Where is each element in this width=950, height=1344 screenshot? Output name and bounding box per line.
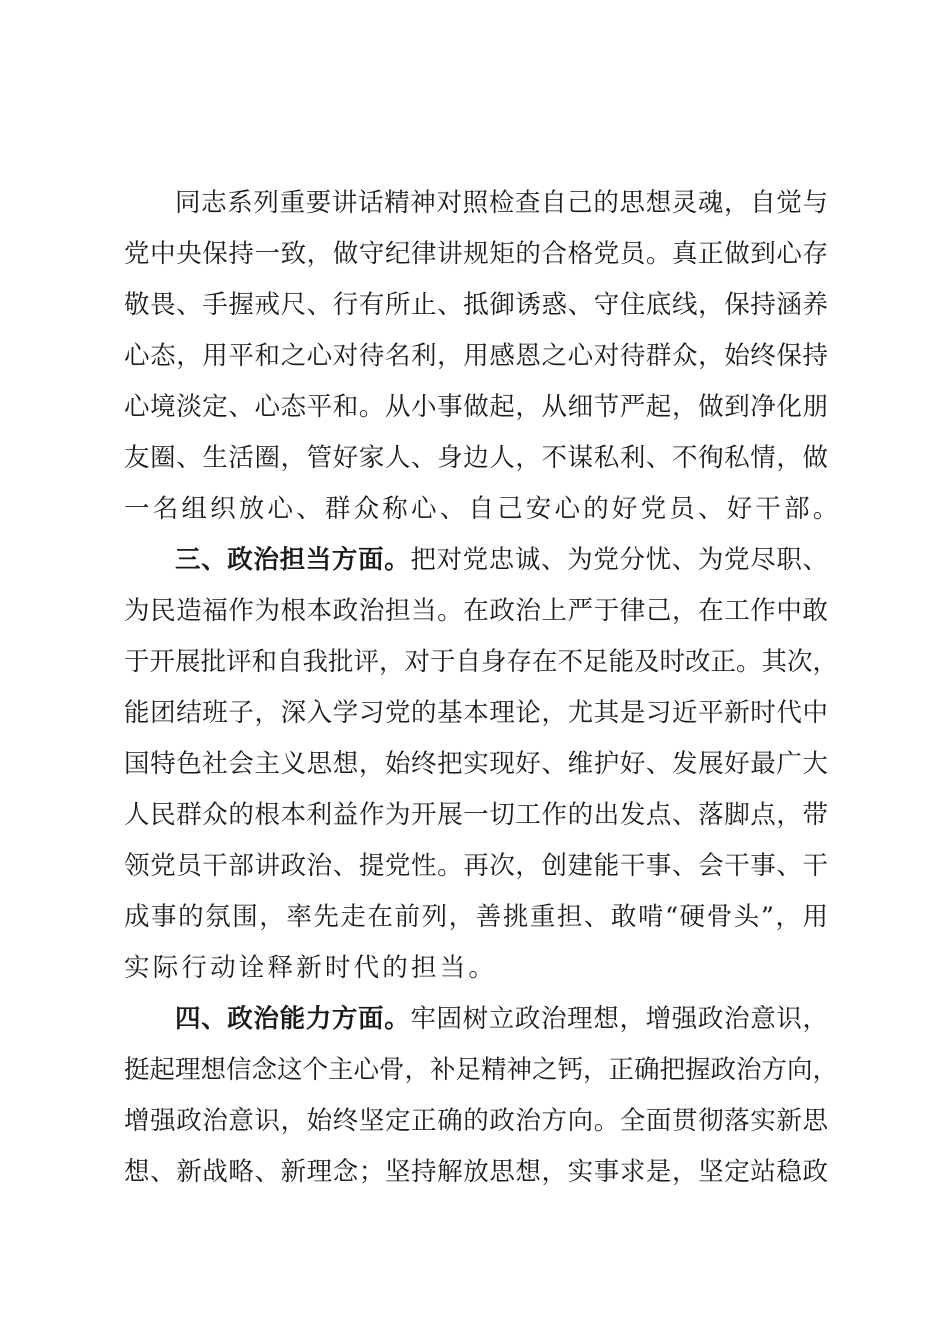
paragraph-1-line-7: 一名组织放心、群众称心、自己安心的好党员、好干部。 <box>124 494 842 524</box>
paragraph-2-line-6: 人民群众的根本利益作为开展一切工作的出发点、落脚点，带 <box>124 800 828 830</box>
paragraph-3-line-1-text: 牢固树立政治理想，增强政治意识， <box>410 1004 828 1034</box>
paragraph-3-line-4: 想、新战略、新理念；坚持解放思想，实事求是，坚定站稳政 <box>124 1157 828 1187</box>
section-heading-political-ability: 四、政治能力方面。 <box>175 1004 411 1034</box>
paragraph-2-line-1-text: 把对党忠诚、为党分忧、为党尽职、 <box>410 545 828 575</box>
paragraph-2-line-2: 为民造福作为根本政治担当。在政治上严于律己，在工作中敢 <box>124 596 828 626</box>
paragraph-3-line-1 <box>175 999 828 1039</box>
paragraph-2-line-5: 国特色社会主义思想，始终把实现好、维护好、发展好最广大 <box>124 749 828 779</box>
paragraph-2-line-9: 实际行动诠释新时代的担当。 <box>124 953 498 983</box>
paragraph-2-line-1 <box>175 540 828 580</box>
paragraph-2-line-8: 成事的氛围，率先走在前列，善挑重担、敢啃“硬骨头”，用 <box>124 902 828 932</box>
paragraph-3-line-3: 增强政治意识，始终坚定正确的政治方向。全面贯彻落实新思 <box>124 1106 828 1136</box>
paragraph-2-line-7: 领党员干部讲政治、提党性。再次，创建能干事、会干事、干 <box>124 851 828 881</box>
paragraph-1-line-5: 心境淡定、心态平和。从小事做起，从细节严起，做到净化朋 <box>124 392 828 422</box>
paragraph-2-line-3: 于开展批评和自我批评，对于自身存在不足能及时改正。其次， <box>124 647 839 677</box>
paragraph-1-line-1: 同志系列重要讲话精神对照检查自己的思想灵魂，自觉与 <box>175 188 828 218</box>
paragraph-1-line-3: 敬畏、手握戒尺、行有所止、抵御诱惑、守住底线，保持涵养 <box>124 290 828 320</box>
paragraph-1-line-4: 心态，用平和之心对待名利，用感恩之心对待群众，始终保持 <box>124 341 828 371</box>
paragraph-1-line-2: 党中央保持一致，做守纪律讲规矩的合格党员。真正做到心存 <box>124 239 828 269</box>
section-heading-political-responsibility: 三、政治担当方面。 <box>175 545 411 575</box>
paragraph-1-line-6: 友圈、生活圈，管好家人、身边人，不谋私利、不徇私情，做 <box>124 443 828 473</box>
paragraph-3-line-2: 挺起理想信念这个主心骨，补足精神之钙，正确把握政治方向， <box>124 1055 839 1085</box>
paragraph-2-line-4: 能团结班子，深入学习党的基本理论，尤其是习近平新时代中 <box>124 698 828 728</box>
